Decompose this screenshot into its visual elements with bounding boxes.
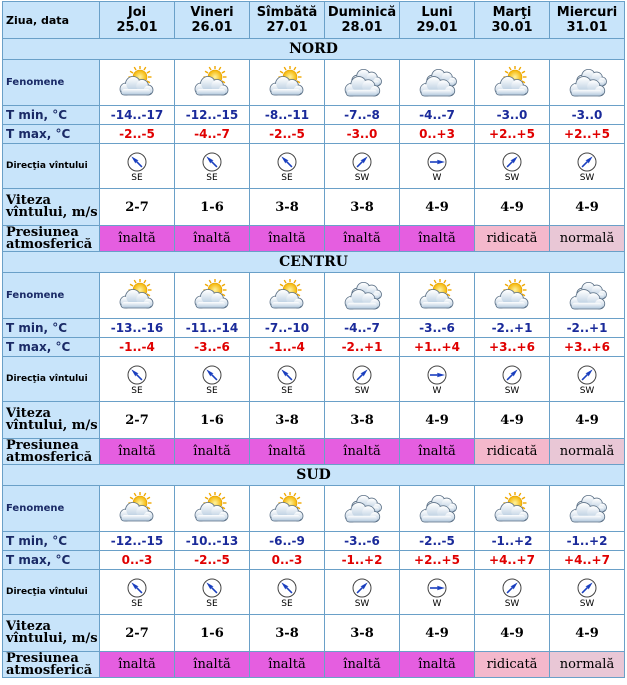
tmin-cell: -4..-7 [400, 106, 475, 125]
wind-direction-cell [475, 357, 550, 402]
region-row [3, 39, 625, 60]
day-date: 25.01 [116, 20, 158, 35]
weather-cell [550, 486, 625, 532]
header-row [3, 2, 625, 39]
wind-speed-cell: 1-6 [175, 402, 250, 439]
wind-direction-cell [550, 357, 625, 402]
day-name: Vineri [190, 5, 234, 20]
wind-direction-cell [100, 570, 175, 615]
wind-compass-icon [577, 152, 597, 172]
wind-compass-icon [202, 365, 222, 385]
wind-compass-icon [577, 578, 597, 598]
wind-direction-text: SW [579, 385, 595, 396]
weather-cell [175, 60, 250, 106]
wind-direction-cell [250, 357, 325, 402]
wind-direction-cell [550, 570, 625, 615]
row-label: Fenomene [3, 60, 100, 106]
weather-cell [400, 486, 475, 532]
wind-direction-text: W [432, 385, 442, 396]
sun-behind-cloud-icon [266, 279, 308, 313]
tmin-cell: -6..-9 [250, 532, 325, 551]
wind-direction-cell [475, 144, 550, 189]
row-label: Presiunea atmosferică [3, 226, 100, 252]
weather-cell [100, 273, 175, 319]
tmin-cell: -3..-6 [400, 319, 475, 338]
pressure-cell: normală [550, 226, 625, 252]
overcast-clouds-icon [341, 279, 383, 313]
wind-speed-cell: 4-9 [400, 615, 475, 652]
row-label: Fenomene [3, 273, 100, 319]
pressure-cell: ridicată [475, 652, 550, 678]
wind-compass-icon [202, 578, 222, 598]
pressure-cell: înaltă [325, 652, 400, 678]
weather-row [3, 486, 625, 532]
pressure-cell: ridicată [475, 439, 550, 465]
tmax-row [3, 551, 625, 570]
tmin-cell: -4..-7 [325, 319, 400, 338]
tmax-cell: +2..+5 [475, 125, 550, 144]
wind-direction-text: SW [354, 598, 370, 609]
wind-direction-cell [100, 357, 175, 402]
wind-speed-cell: 4-9 [475, 189, 550, 226]
wind-compass-icon [127, 152, 147, 172]
wind-direction-row [3, 357, 625, 402]
tmin-cell: -1..+2 [550, 532, 625, 551]
tmax-cell: 0..+3 [400, 125, 475, 144]
day-date: 28.01 [341, 20, 383, 35]
row-label: Direcţia vîntului [3, 144, 100, 189]
overcast-clouds-icon [566, 492, 608, 526]
overcast-clouds-icon [341, 492, 383, 526]
pressure-row [3, 439, 625, 465]
tmin-row [3, 319, 625, 338]
wind-speed-cell: 3-8 [325, 402, 400, 439]
day-header-2 [250, 2, 325, 39]
wind-speed-cell: 4-9 [550, 189, 625, 226]
wind-direction-text: SE [281, 385, 293, 396]
weather-cell [100, 486, 175, 532]
wind-direction-cell [175, 357, 250, 402]
overcast-clouds-icon [416, 492, 458, 526]
pressure-cell: înaltă [325, 439, 400, 465]
day-name: Miercuri [556, 5, 618, 20]
pressure-cell: înaltă [175, 439, 250, 465]
wind-compass-icon [277, 365, 297, 385]
sun-behind-cloud-icon [416, 279, 458, 313]
wind-direction-row [3, 570, 625, 615]
wind-speed-cell: 4-9 [475, 615, 550, 652]
pressure-cell: înaltă [400, 652, 475, 678]
sun-behind-cloud-icon [491, 279, 533, 313]
forecast-body [3, 2, 625, 678]
day-name: Marţi [492, 5, 532, 20]
region-row [3, 465, 625, 486]
sun-behind-cloud-icon [116, 279, 158, 313]
wind-compass-icon [577, 365, 597, 385]
wind-direction-text: SW [354, 172, 370, 183]
wind-speed-cell: 1-6 [175, 615, 250, 652]
row-label: Fenomene [3, 486, 100, 532]
wind-direction-text: SE [206, 598, 218, 609]
tmax-cell: +3..+6 [475, 338, 550, 357]
tmax-row [3, 338, 625, 357]
weather-cell [325, 273, 400, 319]
wind-direction-row [3, 144, 625, 189]
day-name: Sîmbătă [256, 5, 318, 20]
wind-direction-cell [400, 357, 475, 402]
row-label: Viteza vîntului, m/s [3, 402, 100, 439]
weather-cell [100, 60, 175, 106]
wind-speed-cell: 2-7 [100, 615, 175, 652]
wind-compass-icon [277, 152, 297, 172]
tmax-cell: -1..-4 [100, 338, 175, 357]
overcast-clouds-icon [566, 66, 608, 100]
pressure-row [3, 226, 625, 252]
tmin-row [3, 532, 625, 551]
tmax-cell: -1..+2 [325, 551, 400, 570]
row-label: T min, °C [3, 319, 100, 338]
wind-direction-text: W [432, 172, 442, 183]
sun-behind-cloud-icon [116, 492, 158, 526]
tmin-cell: -2..+1 [550, 319, 625, 338]
tmin-cell: -11..-14 [175, 319, 250, 338]
wind-compass-icon [352, 365, 372, 385]
wind-direction-cell [175, 144, 250, 189]
row-label: Presiunea atmosferică [3, 439, 100, 465]
tmax-row [3, 125, 625, 144]
sun-behind-cloud-icon [191, 492, 233, 526]
tmin-cell: -3..0 [475, 106, 550, 125]
pressure-cell: normală [550, 652, 625, 678]
wind-speed-cell: 2-7 [100, 189, 175, 226]
row-label: T min, °C [3, 532, 100, 551]
tmin-cell: -1..+2 [475, 532, 550, 551]
weather-cell [550, 60, 625, 106]
day-header-1 [175, 2, 250, 39]
weather-cell [175, 486, 250, 532]
wind-speed-cell: 2-7 [100, 402, 175, 439]
row-label: Viteza vîntului, m/s [3, 189, 100, 226]
sun-behind-cloud-icon [116, 66, 158, 100]
region-title: CENTRU [3, 252, 625, 273]
day-date: 30.01 [491, 20, 533, 35]
wind-direction-text: SW [579, 172, 595, 183]
sun-behind-cloud-icon [191, 279, 233, 313]
wind-speed-cell: 1-6 [175, 189, 250, 226]
pressure-cell: înaltă [175, 652, 250, 678]
wind-compass-icon [352, 578, 372, 598]
wind-speed-row [3, 615, 625, 652]
pressure-row [3, 652, 625, 678]
row-label: Viteza vîntului, m/s [3, 615, 100, 652]
row-label: T min, °C [3, 106, 100, 125]
wind-direction-text: SE [206, 385, 218, 396]
pressure-cell: înaltă [400, 226, 475, 252]
tmin-cell: -12..-15 [175, 106, 250, 125]
weather-cell [475, 486, 550, 532]
wind-compass-icon [127, 578, 147, 598]
wind-compass-icon [502, 152, 522, 172]
tmax-cell: -1..-4 [250, 338, 325, 357]
wind-direction-text: SW [504, 385, 520, 396]
row-label: T max, °C [3, 551, 100, 570]
wind-direction-text: SW [504, 598, 520, 609]
weather-row [3, 60, 625, 106]
day-date: 29.01 [416, 20, 458, 35]
weather-cell [550, 273, 625, 319]
overcast-clouds-icon [341, 66, 383, 100]
wind-compass-icon [427, 578, 447, 598]
tmin-cell: -12..-15 [100, 532, 175, 551]
tmin-cell: -2..-5 [400, 532, 475, 551]
tmax-cell: +4..+7 [475, 551, 550, 570]
pressure-cell: normală [550, 439, 625, 465]
wind-speed-cell: 4-9 [475, 402, 550, 439]
region-title: NORD [3, 39, 625, 60]
weather-cell [475, 60, 550, 106]
weather-cell [325, 60, 400, 106]
sun-behind-cloud-icon [491, 66, 533, 100]
weather-row [3, 273, 625, 319]
wind-speed-cell: 4-9 [400, 189, 475, 226]
wind-compass-icon [502, 365, 522, 385]
day-name: Joi [127, 5, 147, 20]
pressure-cell: înaltă [250, 226, 325, 252]
tmin-cell: -7..-10 [250, 319, 325, 338]
tmax-cell: +3..+6 [550, 338, 625, 357]
pressure-cell: înaltă [100, 226, 175, 252]
wind-speed-cell: 3-8 [250, 189, 325, 226]
weather-cell [400, 60, 475, 106]
tmin-row [3, 106, 625, 125]
pressure-cell: înaltă [325, 226, 400, 252]
tmax-cell: -2..-5 [175, 551, 250, 570]
wind-speed-cell: 4-9 [550, 615, 625, 652]
weather-cell [400, 273, 475, 319]
wind-speed-row [3, 402, 625, 439]
day-header-4 [400, 2, 475, 39]
tmax-cell: +4..+7 [550, 551, 625, 570]
day-header-5 [475, 2, 550, 39]
sun-behind-cloud-icon [266, 66, 308, 100]
overcast-clouds-icon [566, 279, 608, 313]
day-name: Duminică [327, 5, 397, 20]
wind-compass-icon [427, 152, 447, 172]
wind-compass-icon [277, 578, 297, 598]
row-label: Direcţia vîntului [3, 357, 100, 402]
wind-direction-text: SE [206, 172, 218, 183]
tmin-cell: -2..+1 [475, 319, 550, 338]
weather-cell [325, 486, 400, 532]
row-label: Direcţia vîntului [3, 570, 100, 615]
day-date: 31.01 [566, 20, 608, 35]
day-header-0 [100, 2, 175, 39]
tmin-cell: -8..-11 [250, 106, 325, 125]
row-label: Presiunea atmosferică [3, 652, 100, 678]
tmax-cell: -2..+1 [325, 338, 400, 357]
sun-behind-cloud-icon [491, 492, 533, 526]
wind-direction-cell [400, 144, 475, 189]
wind-speed-cell: 3-8 [250, 615, 325, 652]
wind-direction-cell [325, 144, 400, 189]
wind-direction-text: SW [579, 598, 595, 609]
wind-direction-cell [475, 570, 550, 615]
tmin-cell: -13..-16 [100, 319, 175, 338]
sun-behind-cloud-icon [266, 492, 308, 526]
wind-speed-cell: 3-8 [250, 402, 325, 439]
wind-direction-cell [325, 357, 400, 402]
wind-compass-icon [502, 578, 522, 598]
wind-direction-text: SE [131, 385, 143, 396]
pressure-cell: înaltă [175, 226, 250, 252]
weather-cell [250, 60, 325, 106]
tmax-cell: +1..+4 [400, 338, 475, 357]
wind-direction-text: SE [281, 598, 293, 609]
tmax-cell: -4..-7 [175, 125, 250, 144]
tmax-cell: -3..-6 [175, 338, 250, 357]
wind-compass-icon [352, 152, 372, 172]
day-header-3 [325, 2, 400, 39]
region-title: SUD [3, 465, 625, 486]
wind-direction-text: SE [281, 172, 293, 183]
tmax-cell: 0..-3 [250, 551, 325, 570]
tmax-cell: 0..-3 [100, 551, 175, 570]
pressure-cell: înaltă [250, 652, 325, 678]
overcast-clouds-icon [416, 66, 458, 100]
sun-behind-cloud-icon [191, 66, 233, 100]
weather-cell [250, 486, 325, 532]
wind-direction-cell [175, 570, 250, 615]
tmax-cell: -3..0 [325, 125, 400, 144]
tmax-cell: +2..+5 [400, 551, 475, 570]
wind-direction-text: SW [504, 172, 520, 183]
day-date: 27.01 [266, 20, 308, 35]
wind-direction-text: SW [354, 385, 370, 396]
tmax-cell: +2..+5 [550, 125, 625, 144]
wind-direction-text: SE [131, 598, 143, 609]
wind-direction-cell [100, 144, 175, 189]
row-label: T max, °C [3, 125, 100, 144]
weather-cell [175, 273, 250, 319]
wind-speed-cell: 3-8 [325, 189, 400, 226]
pressure-cell: înaltă [250, 439, 325, 465]
wind-compass-icon [427, 365, 447, 385]
forecast-table [2, 1, 625, 678]
row-label: T max, °C [3, 338, 100, 357]
wind-speed-cell: 4-9 [550, 402, 625, 439]
tmax-cell: -2..-5 [250, 125, 325, 144]
wind-direction-cell [400, 570, 475, 615]
weather-cell [475, 273, 550, 319]
wind-compass-icon [202, 152, 222, 172]
tmin-cell: -10..-13 [175, 532, 250, 551]
pressure-cell: înaltă [100, 439, 175, 465]
wind-direction-text: SE [131, 172, 143, 183]
tmin-cell: -7..-8 [325, 106, 400, 125]
wind-compass-icon [127, 365, 147, 385]
pressure-cell: înaltă [400, 439, 475, 465]
pressure-cell: ridicată [475, 226, 550, 252]
day-header-6 [550, 2, 625, 39]
day-name: Luni [421, 5, 453, 20]
wind-direction-cell [550, 144, 625, 189]
tmin-cell: -3..0 [550, 106, 625, 125]
day-date: 26.01 [191, 20, 233, 35]
pressure-cell: înaltă [100, 652, 175, 678]
region-row [3, 252, 625, 273]
weather-cell [250, 273, 325, 319]
header-label: Ziua, data [3, 2, 100, 39]
wind-speed-cell: 3-8 [325, 615, 400, 652]
wind-direction-cell [250, 570, 325, 615]
wind-direction-text: W [432, 598, 442, 609]
tmin-cell: -14..-17 [100, 106, 175, 125]
wind-direction-cell [250, 144, 325, 189]
wind-speed-row [3, 189, 625, 226]
wind-direction-cell [325, 570, 400, 615]
tmax-cell: -2..-5 [100, 125, 175, 144]
wind-speed-cell: 4-9 [400, 402, 475, 439]
tmin-cell: -3..-6 [325, 532, 400, 551]
